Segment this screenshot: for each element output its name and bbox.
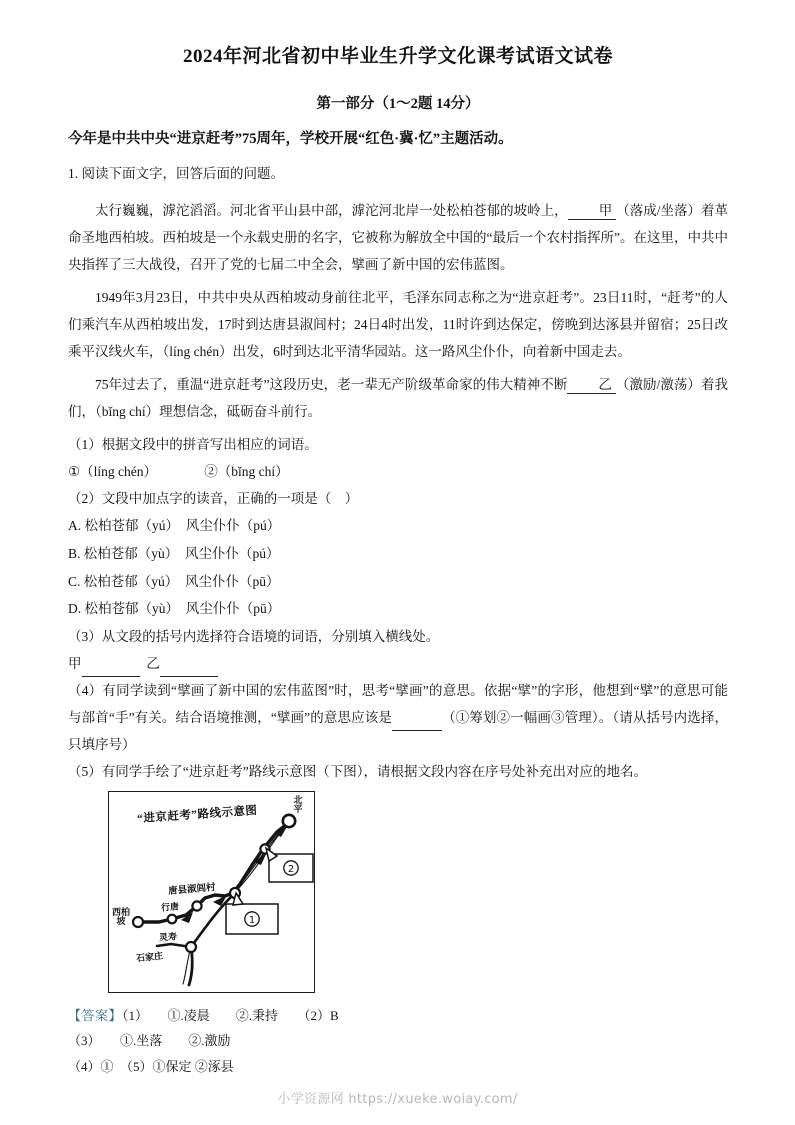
lead-statement: 今年是中共中央“进京赶考”75周年，学校开展“红色·冀·忆”主题活动。: [68, 130, 513, 147]
map-nodes: [133, 844, 270, 952]
subquestion-4: [68, 677, 728, 758]
answer-row-2: （3） ①.坐落 ②.激励: [68, 1033, 231, 1049]
fill-blank-jia[interactable]: [82, 663, 140, 677]
passage-p1-text-a: 太行巍巍，滹沱滔滔。河北省平山县中部，滹沱河北岸一处松柏苍郁的坡岭上，: [95, 203, 568, 219]
passage-p3-text-a: 75年过去了，重温“进京赶考”这段历史，老一辈无产阶级革命家的伟大精神不断: [95, 377, 568, 393]
question-1-stem: 1. 阅读下面文字，回答后面的问题。: [68, 166, 284, 182]
page-title: 2024年河北省初中毕业生升学文化课考试语文试卷: [182, 46, 613, 67]
subquestion-1: （1）根据文段中的拼音写出相应的词语。: [68, 437, 318, 453]
subquestion-4-text-b: （①筹划②一幅画③管理）。（请从括号内选择，只填序号）: [68, 710, 729, 753]
subquestion-1-pinyin: ①（líng chén） ②（bǐng chí）: [68, 464, 289, 480]
option-b[interactable]: B. 松柏苍郁（yù） 风尘仆仆（pú）: [68, 546, 280, 562]
map-title: “进京赶考”路线示意图: [136, 804, 258, 826]
map-callout-1: [226, 893, 278, 934]
passage-p3-text-b: （激励/激荡）着我们，（bǐng chí）理想信念，砥砺奋斗前行。: [68, 377, 728, 420]
subquestion-4-blank[interactable]: [392, 717, 442, 731]
fill-label-jia: 甲: [68, 656, 82, 672]
answer-row-1-text: （1） ①.凌晨 ②.秉持 （2）B: [122, 1008, 339, 1024]
route-map-frame: [108, 791, 315, 993]
route-map: [108, 791, 315, 993]
svg-text:2: 2: [287, 864, 295, 876]
answer-tag: 【答案】: [68, 1008, 123, 1024]
passage-paragraph-2: 1949年3月23日，中共中央从西柏坡动身前往北平，毛泽东同志称之为“进京赶考”。23日11时，“赶考”的人们乘汽车从西柏坡出发，17时到达唐县淑闾村；24日4时出发，11时许到达保定，傍晚到达涿县并留宿；25日改乘平汉线火车，（líng chén）出发，6时到达北平清华园站。这一路风尘仆仆，向着新中国走去。: [68, 290, 728, 360]
page-content: [68, 45, 728, 1079]
answer-row-1: [68, 1003, 728, 1028]
subquestion-1-items: [68, 458, 728, 485]
map-label-beiping: 北平: [293, 795, 303, 815]
answer-block: [68, 1003, 728, 1079]
fill-blank-yi[interactable]: [160, 663, 218, 677]
passage-paragraph-3: [68, 371, 728, 425]
option-c[interactable]: C. 松柏苍郁（yú） 风尘仆仆（pū）: [68, 573, 280, 589]
passage-paragraph-1: [68, 197, 728, 278]
part-title: 第一部分（1～2题 14分）: [316, 95, 480, 112]
passage-p1-text-b: （落成/坐落）着革命圣地西柏坡。西柏坡是一个永载史册的名字，它被称为解放全中国的“最后一个农村指挥所”。在这里，中共中央指挥了三大战役，召开了党的七届二中全会，擘画了新中国的宏伟蓝图。: [68, 203, 728, 273]
map-label-xingtang: 行唐: [160, 901, 180, 913]
subquestion-5: （5）有同学手绘了“进京赶考”路线示意图（下图），请根据文段内容在序号处补充出对应的地名。: [68, 764, 647, 780]
watermark: 小学资源网 https://xueke.woiay.com/: [277, 1092, 518, 1107]
subquestion-2: （2）文段中加点字的读音，正确的一项是（ ）: [68, 491, 359, 507]
map-label-xibaipo: 西柏坡: [111, 907, 130, 927]
svg-text:1: 1: [248, 915, 256, 927]
map-label-shijiazhuang: 石家庄: [135, 950, 164, 964]
passage-blank-yi: 乙: [567, 378, 616, 394]
option-d[interactable]: D. 松柏苍郁（yù） 风尘仆仆（pū）: [68, 601, 281, 617]
answer-row-3: （4）① （5）①保定 ②涿县: [68, 1058, 234, 1074]
subquestion-3: （3）从文段的括号内选择符合语境的词语，分别填入横线处。: [68, 629, 440, 645]
passage-blank-jia: 甲: [568, 204, 617, 220]
fill-label-yi: 乙: [146, 656, 160, 672]
map-node-beiping: [283, 815, 295, 827]
option-a[interactable]: A. 松柏苍郁（yú） 风尘仆仆（pú）: [68, 518, 281, 534]
map-label-lingshou: 灵寿: [158, 931, 178, 943]
map-label-tangxian: 唐县淑闾村: [167, 882, 217, 898]
map-callout-2: [266, 848, 313, 882]
subquestion-4-text-a: （4）有同学读到“擘画了新中国的宏伟蓝图”时，思考“擘画”的意思。依据“擘”的字形，他想到“擘”的意思可能与部首“手”有关。结合语境推测，“擘画”的意思应该是: [68, 683, 728, 726]
subquestion-3-blanks: [68, 650, 728, 677]
